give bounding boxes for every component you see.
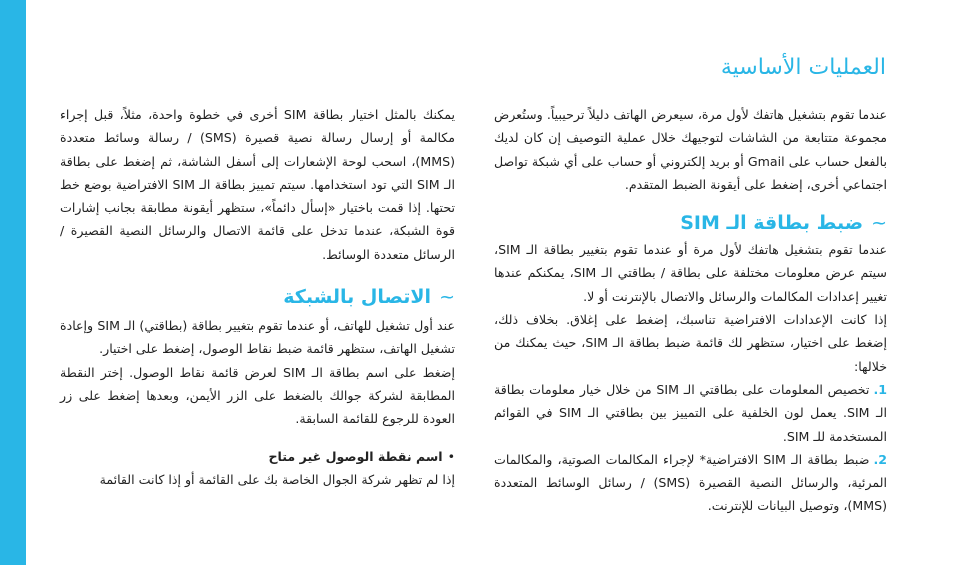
item-text: ضبط بطاقة الـ SIM الافتراضية* لإجراء المكالمات الصوتية، والمكالمات المرئية، والرسائل النصية القصيرة (SMS) / رسائل الوسائط المتعددة (MMS)، وتوصيل البيانات للإنترنت.: [494, 451, 888, 514]
side-accent-bar: [0, 0, 26, 565]
apn-unavailable-heading-text: اسم نقطة الوصول غير متاح: [268, 448, 443, 464]
network-connection-heading: [60, 284, 455, 310]
item-number: 2.: [873, 451, 887, 467]
intro-paragraph: عندما تقوم بتشغيل هاتفك لأول مرة، سيعرض الهاتف دليلاً ترحيبياً. وستُعرض مجموعة متتابعة من الشاشات لتوجيهك خلال عملية التوصيف إن كان لديك بالفعل حساب على Gmail أو بريد إلكتروني أو حساب على أي شبكة تواصل اجتماعي أخرى، إضغط على أيقونة الضبط المتقدم.: [494, 107, 887, 192]
list-item: [494, 378, 887, 448]
tilde-icon: ~: [871, 212, 887, 235]
page-title: العمليات الأساسية: [720, 55, 886, 80]
left-column: [60, 103, 455, 491]
sim-selection-paragraph: يمكنك بالمثل اختيار بطاقة SIM أخرى في خطوة واحدة، مثلاً، قبل إجراء مكالمة أو إرسال رسالة نصية قصيرة (SMS) / رسالة وسائط متعددة (MMS)، اسحب لوحة الإشعارات إلى أسفل الشاشة، ثم إضغط على بطاقة الـ SIM التي تود استخدامها. سيتم تمييز بطاقة الـ SIM الافتراضية بوضع خط تحتها. إذا قمت باختيار «إسأل دائماً»، ستظهر أيقونة مطابقة بجانب إشارات قوة الشبكة، عندما تدخل على قائمة الاتصال والرسائل النصية القصيرة / الرسائل متعددة الوسائط.: [60, 107, 455, 262]
network-paragraph-3: إذا لم تظهر شركة الجوال الخاصة بك على القائمة أو إذا كانت القائمة: [99, 471, 455, 487]
apn-unavailable-heading: [60, 445, 455, 468]
tilde-icon: ~: [439, 286, 455, 309]
bullet-icon: •: [447, 448, 455, 464]
network-paragraph-1: عند أول تشغيل للهاتف، أو عندما تقوم بتغيير بطاقة (بطاقتي) الـ SIM وإعادة تشغيل الهاتف، ستظهر قائمة ضبط نقاط الوصول، إضغط على اختيار.: [60, 318, 455, 357]
item-number: 1.: [873, 381, 887, 397]
sim-paragraph-2: إذا كانت الإعدادات الافتراضية تناسبك، إضغط على إغلاق. بخلاف ذلك، إضغط على اختيار، ستظهر لك قائمة ضبط بطاقة الـ SIM، حيث يمكنك من خلالها:: [494, 312, 887, 374]
list-item: [494, 448, 887, 518]
network-paragraph-2: إضغط على اسم بطاقة الـ SIM لعرض قائمة نقاط الوصول. إختر النقطة المطابقة لشركة جوالك بالضغط على الزر الأيمن، وبعدها إضغط على زر العودة للرجوع للقائمة السابقة.: [60, 364, 455, 427]
sim-setup-heading-text: ضبط بطاقة الـ SIM: [680, 212, 864, 235]
sim-paragraph-1: عندما تقوم بتشغيل هاتفك لأول مرة أو عندما تقوم بتغيير بطاقة الـ SIM، سيتم عرض معلومات مختلفة على بطاقة / بطاقتي الـ SIM، يمكنكم عندها تغيير إعدادات المكالمات والرسائل والاتصال بالإنترنت أو لا.: [494, 242, 887, 304]
right-column: [494, 103, 887, 518]
network-connection-heading-text: الاتصال بالشبكة: [283, 286, 432, 309]
sim-setup-heading: [494, 210, 887, 236]
item-text: تخصيص المعلومات على بطاقتي الـ SIM من خلال خيار معلومات بطاقة الـ SIM. يعمل لون الخلفية على التمييز بين بطاقتي الـ SIM في القوائم المستخدمة للـ SIM.: [494, 381, 887, 444]
